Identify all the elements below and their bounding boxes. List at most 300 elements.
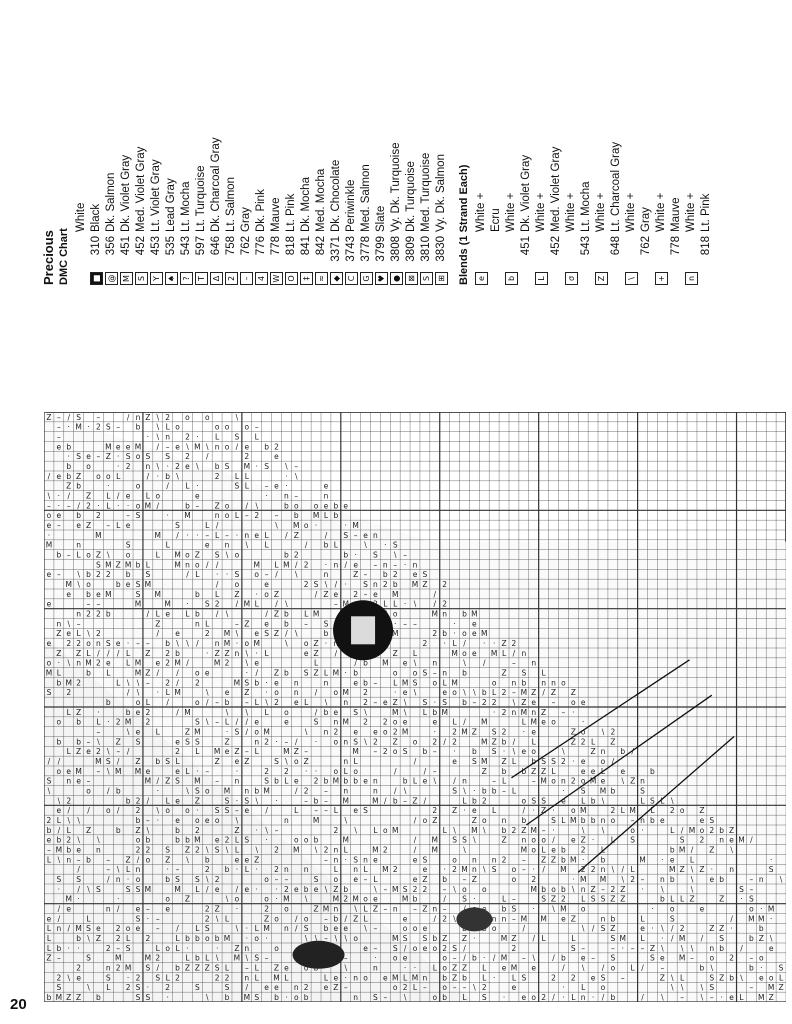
stitch-symbol: / [116,904,120,914]
stitch-symbol: · [97,707,100,717]
key-name: Lead Gray [165,178,177,232]
stitch-symbol: M [283,560,290,570]
stitch-symbol: S [214,806,220,816]
stitch-symbol: n [640,776,645,786]
stitch-symbol: b [46,993,52,1002]
stitch-symbol: · [235,865,239,875]
stitch-symbol: e [125,580,131,590]
stitch-symbol: L [254,963,259,973]
stitch-symbol: L [244,865,249,875]
stitch-symbol: S [264,776,269,786]
stitch-symbol: 2 [363,698,368,708]
key-symbol: 2 [225,272,238,285]
stitch-symbol: / [107,786,110,796]
stitch-symbol: L [610,835,615,845]
stitch-symbol: 2 [175,462,180,472]
stitch-symbol: n [66,855,72,865]
stitch-symbol: – [630,816,635,826]
stitch-symbol: M [332,668,340,678]
stitch-symbol: S [234,432,240,442]
stitch-symbol: – [116,747,121,757]
stitch-symbol: 2 [531,875,537,885]
key-number: 778 [270,236,282,256]
stitch-symbol: Z [56,629,62,639]
stitch-symbol: · [117,452,120,462]
stitch-symbol: b [105,698,111,708]
stitch-symbol: b [659,894,665,904]
stitch-symbol: Z [234,825,240,835]
blend-row [474,15,489,285]
stitch-symbol: b [353,776,359,786]
stitch-symbol: \ [621,776,625,786]
stitch-symbol: \ [581,924,585,934]
stitch-symbol: / [641,963,644,973]
stitch-symbol: o [303,521,309,531]
stitch-symbol: S [254,953,260,963]
stitch-symbol: o [600,757,606,767]
stitch-symbol: b [284,609,289,619]
key-number: 646 [210,236,222,256]
stitch-symbol: o [462,648,467,658]
stitch-symbol: e [274,452,279,462]
stitch-symbol: · [522,727,526,737]
stitch-symbol: / [314,589,318,599]
stitch-symbol: Z [610,924,616,934]
stitch-symbol: – [254,422,259,432]
stitch-symbol: / [245,717,249,727]
key-number: 453 [150,236,162,256]
stitch-symbol: – [413,619,417,629]
stitch-symbol: · [443,865,446,875]
stitch-symbol: \ [690,884,694,894]
stitch-symbol: 2 [501,688,507,698]
stitch-symbol: \ [97,737,100,747]
stitch-symbol: L [76,550,81,560]
key-row [329,15,344,285]
key-symbol: Δ [210,272,223,285]
stitch-symbol: \ [205,993,209,1002]
stitch-symbol: 2 [165,983,171,993]
stitch-symbol: · [255,884,258,894]
key-row [224,15,239,285]
stitch-symbol: 2 [274,442,279,452]
stitch-symbol: · [255,648,258,658]
stitch-symbol: · [453,629,456,639]
stitch-symbol: n [96,639,101,649]
stitch-symbol: o [551,776,556,786]
stitch-symbol: o [709,953,715,963]
stitch-symbol: – [106,865,111,875]
stitch-symbol: b [145,835,151,845]
blend-name: Mauve [670,197,682,232]
stitch-symbol: M [184,511,191,521]
stitch-symbol: e [660,816,665,826]
stitch-symbol: S [481,993,487,1002]
stitch-symbol: Z [541,707,547,717]
stitch-symbol: 2 [323,845,329,855]
blend-row [579,15,594,285]
stitch-symbol: Z [273,963,280,973]
stitch-symbol: o [531,845,537,855]
stitch-symbol: · [235,766,239,776]
stitch-symbol: e [590,973,596,983]
stitch-symbol: \ [225,845,229,855]
stitch-symbol: Z [333,884,339,894]
stitch-symbol: Z [85,825,92,835]
stitch-symbol: – [462,983,467,993]
stitch-symbol: n [382,560,388,570]
stitch-symbol: · [117,501,120,511]
stitch-symbol: 2 [511,639,517,649]
stitch-symbol: S [135,511,141,521]
stitch-symbol: \ [255,796,258,806]
stitch-symbol: M [401,894,409,904]
stitch-symbol: \ [374,884,377,894]
stitch-symbol: n [373,963,378,973]
stitch-symbol: S [194,786,200,796]
stitch-symbol: Z [76,993,82,1002]
stitch-symbol: M [500,953,508,963]
stitch-symbol: \ [285,462,288,472]
stitch-symbol: \ [245,540,249,550]
stitch-symbol: n [501,914,507,924]
stitch-symbol: M [144,884,152,894]
stitch-symbol: b [363,658,368,668]
stitch-symbol: S [125,452,131,462]
stitch-symbol: · [661,934,664,944]
stitch-symbol: 2 [580,845,586,855]
stitch-symbol: e [224,688,230,698]
stitch-symbol: M [481,757,488,767]
stitch-symbol: e [254,717,260,727]
stitch-symbol: – [324,855,328,865]
stitch-symbol: M [391,884,399,894]
stitch-symbol: / [463,717,466,727]
stitch-symbol: / [542,688,545,698]
stitch-symbol: / [196,639,199,649]
key-symbol: G [360,272,373,285]
stitch-symbol: \ [304,894,308,904]
stitch-symbol: / [77,884,80,894]
stitch-symbol: M [530,717,537,727]
key-symbol: Y [150,272,163,285]
stitch-symbol: · [57,501,61,511]
stitch-symbol: 2 [501,707,507,717]
stitch-symbol: n [343,757,349,767]
stitch-symbol: M [144,953,152,963]
stitch-symbol: L [353,757,358,767]
stitch-symbol: · [245,924,249,934]
stitch-symbol: Z [214,648,220,658]
stitch-symbol: – [304,619,309,629]
stitch-symbol: o [383,825,388,835]
stitch-symbol: e [333,707,339,717]
stitch-symbol: Z [699,865,705,875]
stitch-symbol: S [491,865,497,875]
stitch-symbol: 2 [224,658,230,668]
stitch-symbol: S [264,462,269,472]
stitch-symbol: b [86,570,91,580]
stitch-symbol: \ [354,904,357,914]
stitch-symbol: L [205,619,210,629]
stitch-symbol: / [552,953,555,963]
stitch-symbol: Z [501,757,507,767]
stitch-symbol: n [96,845,101,855]
stitch-symbol: S [402,934,408,944]
stitch-symbol: e [472,806,477,816]
stitch-symbol: \ [532,953,535,963]
stitch-symbol: b [501,737,507,747]
stitch-symbol: e [402,953,408,963]
stitch-symbol: 2 [303,560,309,570]
blend-row [669,15,684,285]
stitch-symbol: o [412,943,418,953]
stitch-symbol: o [432,678,438,688]
stitch-symbol: L [393,599,398,609]
stitch-symbol: L [264,648,269,658]
stitch-symbol: · [196,432,199,442]
stitch-symbol: b [719,825,725,835]
stitch-symbol: b [650,766,655,776]
stitch-symbol: n [600,865,606,875]
stitch-symbol: e [46,639,52,649]
stitch-symbol: b [323,540,329,550]
stitch-symbol: e [96,924,101,934]
stitch-symbol: b [590,796,596,806]
blend-number: 778 [670,236,682,256]
stitch-symbol: o [254,727,260,737]
stitch-symbol: · [562,993,565,1002]
stitch-symbol: / [522,924,526,934]
stitch-symbol: · [255,825,258,835]
stitch-symbol: o [264,894,269,904]
stitch-symbol: n [442,668,448,678]
stitch-symbol: o [195,816,200,826]
stitch-symbol: M [431,835,439,845]
stitch-symbol: \ [107,766,110,776]
stitch-symbol: · [186,599,189,609]
stitch-symbol: / [443,894,446,904]
stitch-symbol: M [570,816,577,826]
stitch-symbol: – [165,442,170,452]
stitch-symbol: o [333,737,339,747]
stitch-symbol: e [175,442,180,452]
stitch-symbol: L [96,717,101,727]
stitch-symbol: · [57,491,61,501]
stitch-symbol: 2 [214,973,220,983]
stitch-symbol: 2 [115,963,121,973]
stitch-symbol: b [274,776,279,786]
stitch-symbol: Z [422,904,428,914]
stitch-symbol: Z [313,639,319,649]
stitch-symbol: 2 [125,983,131,993]
stitch-symbol: b [165,639,171,649]
stitch-symbol: 2 [392,865,398,875]
stitch-symbol: n [729,865,734,875]
stitch-symbol: M [105,589,112,599]
stitch-symbol: L [145,491,150,501]
stitch-symbol: e [175,629,180,639]
stitch-symbol: \ [265,825,268,835]
stitch-symbol: S [46,688,52,698]
stitch-symbol: M [678,845,686,855]
stitch-symbol: e [56,442,62,452]
stitch-symbol: – [373,747,378,757]
stitch-symbol: n [758,875,764,885]
stitch-symbol: – [146,904,150,914]
stitch-symbol: b [135,560,141,570]
stitch-symbol: o [353,934,358,944]
stitch-symbol: S [422,570,428,580]
stitch-symbol: – [284,737,289,747]
key-name: Lt. Pink [285,193,297,232]
stitch-symbol: – [373,560,378,570]
stitch-symbol: – [630,943,635,953]
stitch-symbol: 2 [382,747,388,757]
stitch-symbol: L [234,835,240,845]
stitch-symbol: \ [196,462,199,472]
stitch-symbol: – [304,796,309,806]
stitch-symbol: 2 [214,471,220,481]
stitch-symbol: S [541,894,546,904]
stitch-symbol: S [778,963,784,973]
stitch-symbol: o [135,501,141,511]
stitch-symbol: b [155,757,161,767]
stitch-symbol: Z [135,757,141,767]
stitch-symbol: / [304,540,308,550]
stitch-symbol: n [254,737,260,747]
stitch-symbol: n [432,658,438,668]
stitch-symbol: e [442,688,447,698]
stitch-symbol: M [105,560,112,570]
stitch-symbol: Z [689,894,695,904]
stitch-symbol: M [253,560,260,570]
stitch-symbol: o [155,491,161,501]
stitch-symbol: L [670,825,675,835]
stitch-symbol: L [323,511,329,521]
stitch-symbol: \ [136,688,140,698]
stitch-symbol: e [264,619,269,629]
stitch-symbol: \ [47,786,51,796]
stitch-symbol: o [125,924,131,934]
stitch-symbol: e [521,747,527,757]
stitch-symbol: 2 [145,845,151,855]
stitch-symbol: b [600,855,606,865]
stitch-symbol: b [86,589,91,599]
stitch-symbol: S [313,717,319,727]
stitch-symbol: \ [621,875,625,885]
stitch-symbol: – [244,747,249,757]
stitch-symbol: n [333,855,339,865]
stitch-symbol: L [264,540,269,550]
stitch-symbol: S [105,639,111,649]
stitch-symbol: n [521,648,527,658]
stitch-symbol: M [312,511,320,521]
stitch-symbol: L [244,481,249,491]
stitch-symbol: Z [570,914,576,924]
stitch-symbol: o [165,943,170,953]
stitch-symbol: S [125,884,131,894]
stitch-symbol: o [86,639,91,649]
stitch-symbol: e [115,639,121,649]
stitch-symbol: b [194,953,200,963]
stitch-symbol: S [96,884,101,894]
stitch-symbol: Z [224,648,230,658]
stitch-symbol: · [344,668,347,678]
stitch-symbol: o [224,422,230,432]
stitch-symbol: – [96,766,101,776]
stitch-symbol: / [245,983,249,993]
stitch-symbol: M [154,530,162,540]
stitch-symbol: b [284,501,289,511]
stitch-symbol: e [729,835,734,845]
stitch-symbol: 2 [96,511,101,521]
stitch-symbol: · [572,707,575,717]
stitch-symbol: n [135,412,141,422]
stitch-symbol: o [135,835,141,845]
stitch-symbol: o [135,452,141,462]
stitch-symbol: e [254,629,260,639]
key-name: Vy. Dk. Salmon [435,154,447,232]
stitch-symbol: M [678,953,686,963]
stitch-symbol: \ [245,953,249,963]
key-number: 3808 [390,236,402,262]
key-number: 452 [135,236,147,256]
stitch-symbol: – [749,983,754,993]
stitch-symbol: L [492,806,497,816]
stitch-symbol: / [344,560,348,570]
stitch-symbol: Z [56,648,62,658]
stitch-symbol: e [125,521,131,531]
stitch-symbol: M [233,953,241,963]
stitch-symbol: L [215,432,220,442]
stitch-symbol: / [690,845,694,855]
stitch-symbol: L [373,875,378,885]
stitch-symbol: o [412,924,418,934]
stitch-symbol: M [540,914,547,924]
stitch-symbol: L [373,825,378,835]
stitch-symbol: o [274,943,279,953]
stitch-symbol: / [146,471,150,481]
stitch-symbol: Z [323,589,329,599]
stitch-symbol: e [244,884,250,894]
stitch-symbol: M [382,658,389,668]
stitch-symbol: b [115,786,121,796]
stitch-symbol: Z [273,629,280,639]
stitch-symbol: S [224,796,230,806]
stitch-symbol: o [521,796,527,806]
stitch-symbol: · [275,796,278,806]
stitch-symbol: · [641,825,644,835]
stitch-symbol: o [610,963,616,973]
stitch-symbol: 2 [274,865,279,875]
stitch-symbol: o [442,963,447,973]
stitch-symbol: \ [57,855,61,865]
stitch-symbol: S [125,540,131,550]
blend-symbol [490,272,503,285]
stitch-symbol: S [541,757,546,767]
stitch-symbol: L [452,639,457,649]
stitch-symbol: · [47,530,51,540]
stitch-symbol: / [57,757,61,767]
stitch-symbol: L [125,648,131,658]
stitch-symbol: S [86,953,91,963]
stitch-symbol: M [194,727,201,737]
stitch-symbol: · [473,786,476,796]
stitch-symbol: Z [461,963,468,973]
stitch-symbol: n [511,678,517,688]
stitch-symbol: e [422,776,428,786]
